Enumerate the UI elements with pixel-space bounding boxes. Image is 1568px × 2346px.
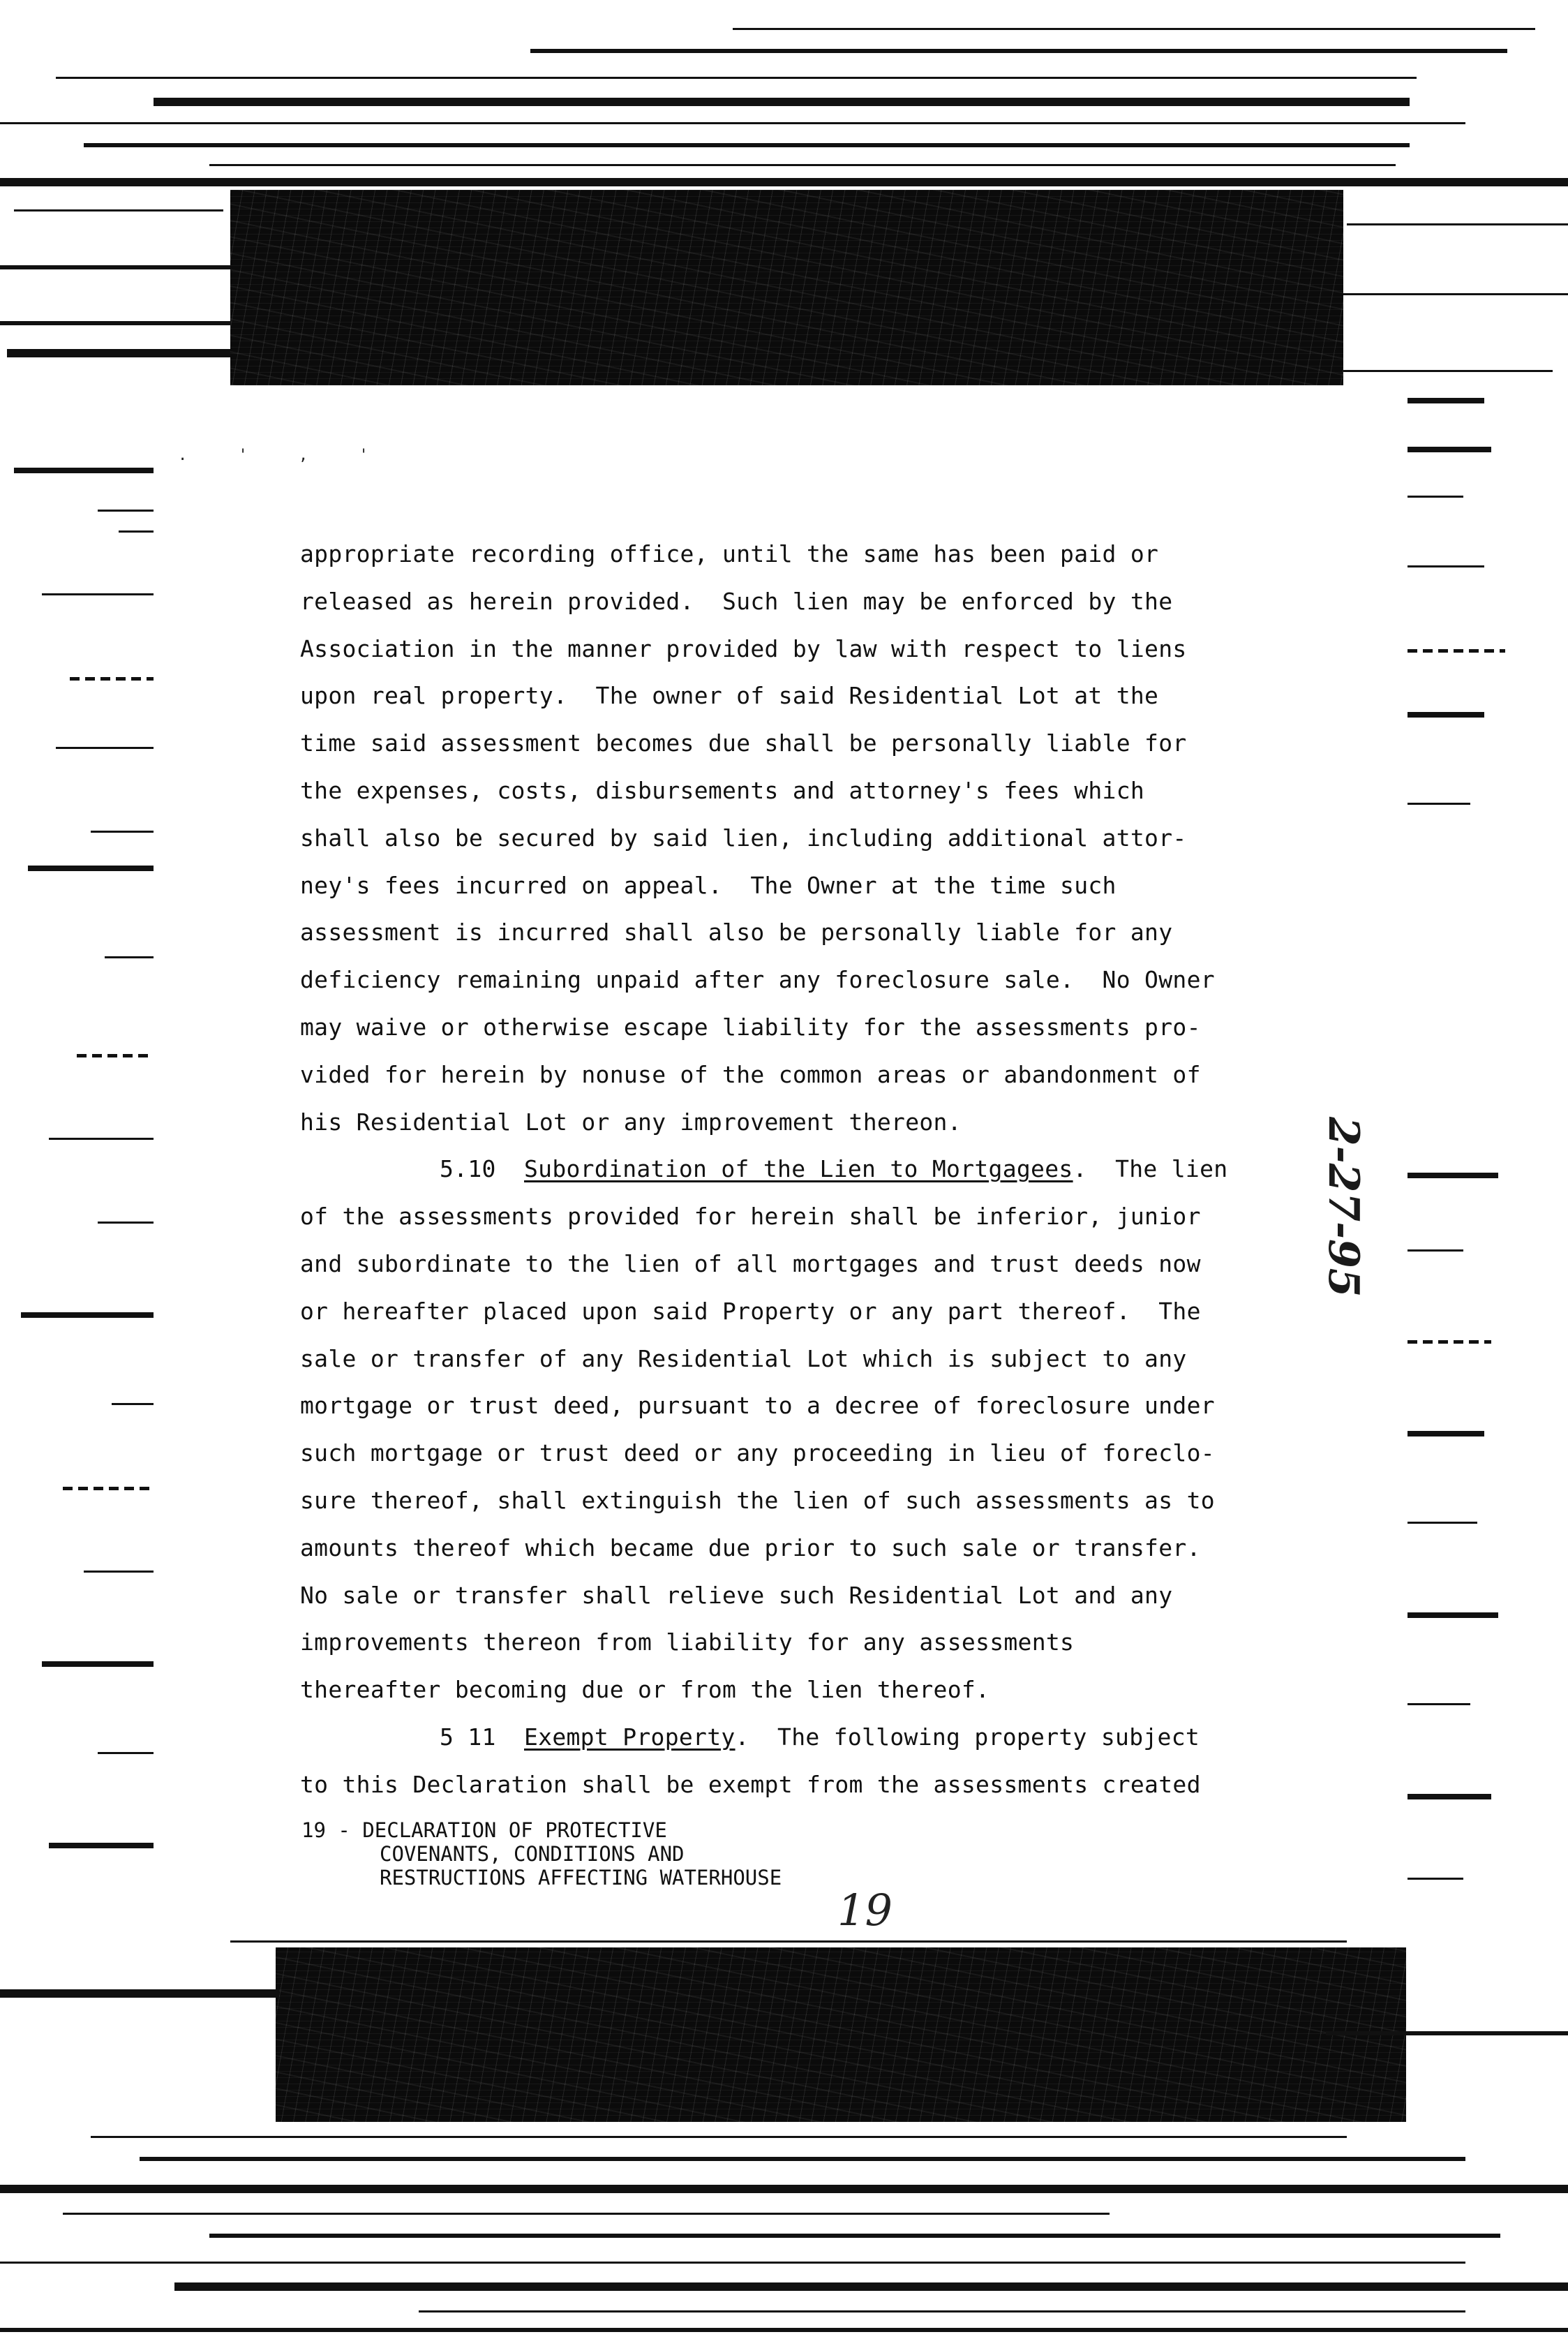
section-heading: Subordination of the Lien to Mortgagees — [524, 1155, 1073, 1183]
section-heading-line — [300, 1714, 1291, 1761]
section-5-10 — [300, 1145, 1291, 1714]
text-line: time said assessment becomes due shall be personally liable for — [300, 729, 1187, 757]
footer-title-line: DECLARATION OF PROTECTIVE — [362, 1818, 667, 1842]
footer-separator: - — [325, 1818, 363, 1842]
text-line: ney's fees incurred on appeal. The Owner at the time such — [300, 871, 1117, 899]
text-line: thereafter becoming due or from the lien thereof. — [300, 1676, 990, 1704]
text-line: sure thereof, shall extinguish the lien of such assessments as to — [300, 1486, 1215, 1514]
text-line: the expenses, costs, disbursements and attorney's fees which — [300, 776, 1145, 804]
left-margin-artifact — [0, 384, 154, 1926]
text-line: assessment is incurred shall also be personally liable for any — [300, 919, 1173, 946]
bottom-scan-artifact — [0, 1926, 1568, 2346]
handwritten-page-number: 19 — [837, 1885, 893, 1936]
text-line: of the assessments provided for herein shall be inferior, junior — [300, 1203, 1201, 1231]
text-line: deficiency remaining unpaid after any foreclosure sale. No Owner — [300, 966, 1215, 994]
text-line: and subordinate to the lien of all mortgages and trust deeds now — [300, 1249, 1201, 1277]
text-line: upon real property. The owner of said Residential Lot at the — [300, 682, 1159, 710]
footer-title-line: COVENANTS, CONDITIONS AND — [380, 1842, 685, 1866]
text-line: Association in the manner provided by law with respect to liens — [300, 634, 1187, 662]
top-scan-artifact — [0, 0, 1568, 384]
text-line: may waive or otherwise escape liability for the assessments pro- — [300, 1013, 1201, 1041]
text-line: improvements thereon from liability for any assessments — [300, 1628, 1075, 1656]
right-margin-artifact — [1408, 384, 1568, 1926]
section-heading-line — [300, 1145, 1291, 1193]
text-line: his Residential Lot or any improvement thereon. — [300, 1108, 962, 1136]
text-line: such mortgage or trust deed or any proceeding in lieu of foreclo- — [300, 1439, 1215, 1467]
text-line: mortgage or trust deed, pursuant to a decree of foreclosure under — [300, 1392, 1215, 1420]
section-number: 5.10 — [440, 1155, 496, 1183]
paragraph-lien-enforcement — [300, 530, 1291, 1145]
section-5-11 — [300, 1714, 1291, 1809]
text-line: or hereafter placed upon said Property or any part thereof. The — [300, 1297, 1201, 1325]
section-number: 5 11 — [440, 1723, 496, 1751]
footer-page-number: 19 — [301, 1818, 326, 1842]
text-line: shall also be secured by said lien, including additional attor- — [300, 824, 1187, 852]
text-line: released as herein provided. Such lien may be enforced by the — [300, 587, 1173, 615]
footer-title-line: RESTRUCTIONS AFFECTING WATERHOUSE — [380, 1866, 782, 1890]
text-line: appropriate recording office, until the same has been paid or — [300, 540, 1159, 567]
heading-rest: . The following property subject — [735, 1723, 1200, 1751]
handwritten-margin-date: 2-27-95 — [1319, 1117, 1368, 1298]
text-line: No sale or transfer shall relieve such Residential Lot and any — [300, 1581, 1173, 1609]
text-line: vided for herein by nonuse of the common areas or abandonment of — [300, 1060, 1201, 1088]
heading-rest: . The lien — [1073, 1155, 1228, 1183]
text-line: to this Declaration shall be exempt from the assessments created — [300, 1770, 1201, 1798]
text-line: amounts thereof which became due prior to such sale or transfer. — [300, 1534, 1201, 1561]
footer-first-row — [301, 1818, 782, 1842]
text-line: sale or transfer of any Residential Lot which is subject to any — [300, 1344, 1187, 1372]
scan-specks: . ' , ' — [178, 447, 389, 464]
section-heading: Exempt Property — [524, 1723, 736, 1751]
page-footer — [301, 1818, 782, 1890]
document-body — [300, 530, 1291, 1809]
